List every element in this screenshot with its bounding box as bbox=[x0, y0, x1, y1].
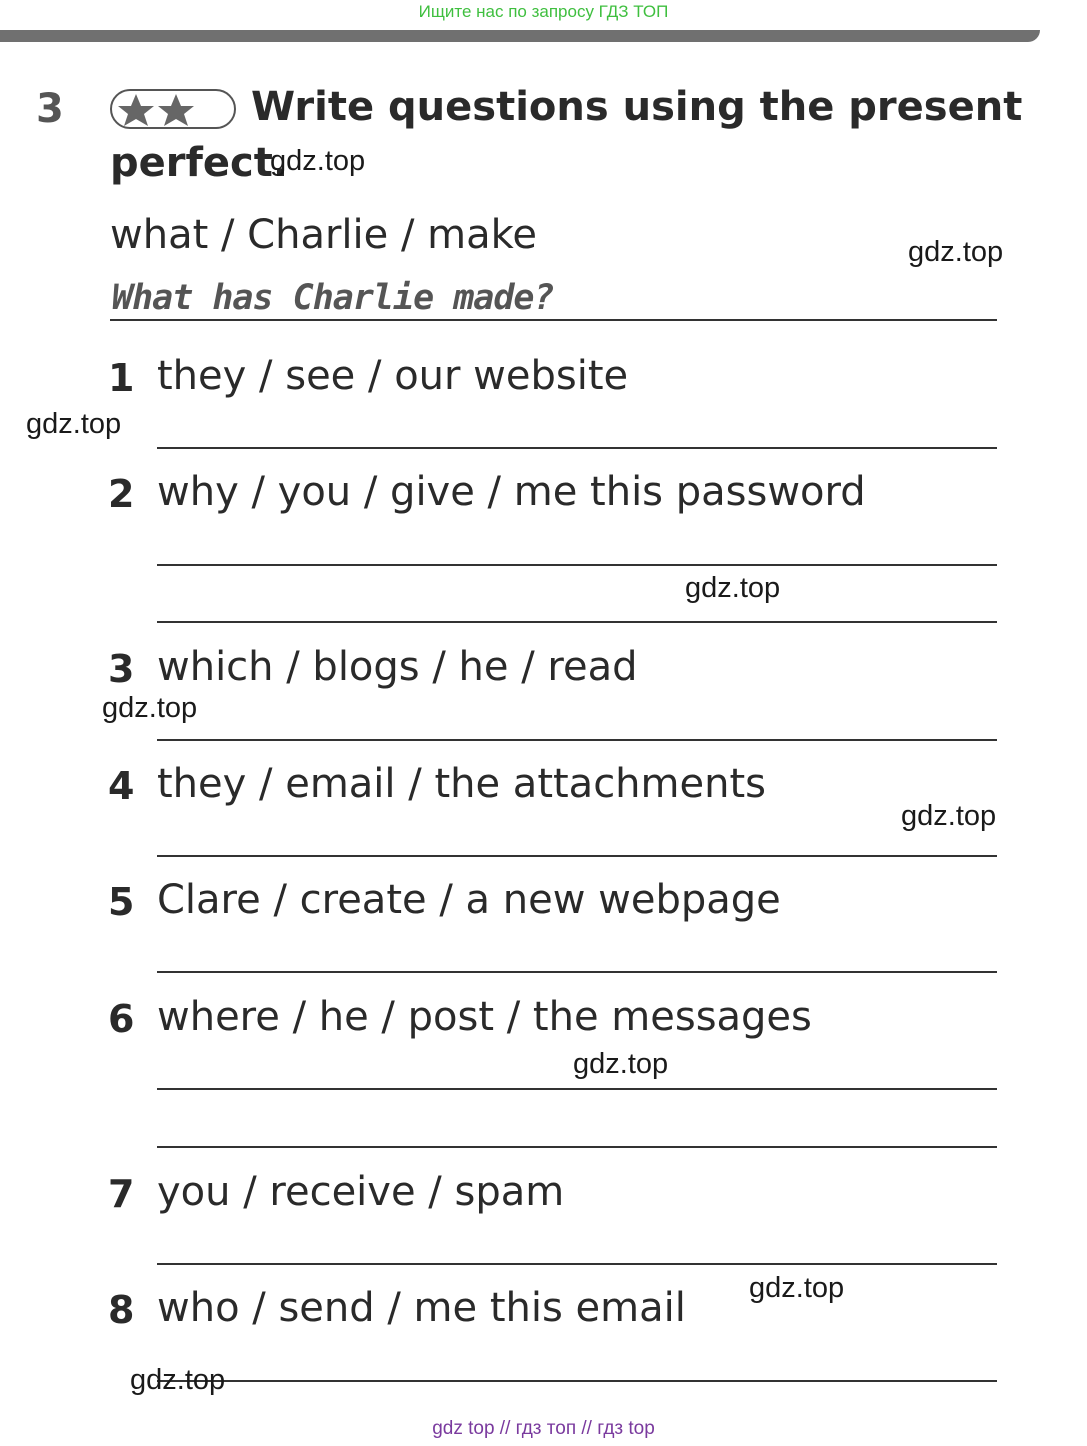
watermark: gdz.top bbox=[573, 1048, 669, 1080]
item-number: 4 bbox=[108, 764, 135, 808]
answer-line[interactable] bbox=[157, 564, 997, 566]
watermark: gdz.top bbox=[908, 236, 1004, 268]
watermark: gdz.top bbox=[685, 572, 781, 604]
footer-links[interactable]: gdz top // гдз топ // гдз top bbox=[432, 1418, 655, 1439]
instruction-line-2: perfect. bbox=[110, 140, 289, 186]
example-prompt: what / Charlie / make bbox=[110, 212, 537, 258]
item-number: 2 bbox=[108, 472, 135, 516]
difficulty-badge bbox=[110, 89, 236, 129]
exercise-number: 3 bbox=[36, 86, 64, 132]
instruction-line-1: Write questions using the present bbox=[251, 84, 1023, 130]
answer-line[interactable] bbox=[157, 971, 997, 973]
watermark: gdz.top bbox=[102, 692, 198, 724]
watermark: gdz.top bbox=[270, 145, 366, 177]
item-number: 1 bbox=[108, 356, 135, 400]
item-prompt: you / receive / spam bbox=[157, 1169, 565, 1215]
answer-line[interactable] bbox=[157, 1146, 997, 1148]
answer-line[interactable] bbox=[157, 855, 997, 857]
answer-line[interactable] bbox=[157, 447, 997, 449]
header-bar bbox=[0, 30, 1040, 42]
item-prompt: where / he / post / the messages bbox=[157, 994, 812, 1040]
watermark: gdz.top bbox=[901, 800, 997, 832]
item-number: 3 bbox=[108, 647, 135, 691]
example-answer: What has Charlie made? bbox=[112, 278, 554, 318]
item-prompt: who / send / me this email bbox=[157, 1285, 686, 1331]
answer-line[interactable] bbox=[157, 739, 997, 741]
item-prompt: which / blogs / he / read bbox=[157, 644, 638, 690]
top-banner-link[interactable]: Ищите нас по запросу ГДЗ ТОП bbox=[418, 2, 669, 21]
item-prompt: they / see / our website bbox=[157, 353, 629, 399]
two-stars-icon bbox=[114, 92, 204, 128]
watermark: gdz.top bbox=[749, 1272, 845, 1304]
answer-line[interactable] bbox=[157, 621, 997, 623]
watermark: gdz.top bbox=[130, 1364, 226, 1396]
item-prompt: Clare / create / a new webpage bbox=[157, 877, 781, 923]
example-answer-line bbox=[110, 319, 997, 321]
answer-line[interactable] bbox=[157, 1088, 997, 1090]
item-number: 5 bbox=[108, 880, 135, 924]
item-number: 8 bbox=[108, 1288, 135, 1332]
answer-line[interactable] bbox=[157, 1380, 997, 1382]
item-number: 6 bbox=[108, 997, 135, 1041]
item-number: 7 bbox=[108, 1172, 135, 1216]
item-prompt: why / you / give / me this password bbox=[157, 469, 866, 515]
watermark: gdz.top bbox=[26, 408, 122, 440]
answer-line[interactable] bbox=[157, 1263, 997, 1265]
item-prompt: they / email / the attachments bbox=[157, 761, 766, 807]
